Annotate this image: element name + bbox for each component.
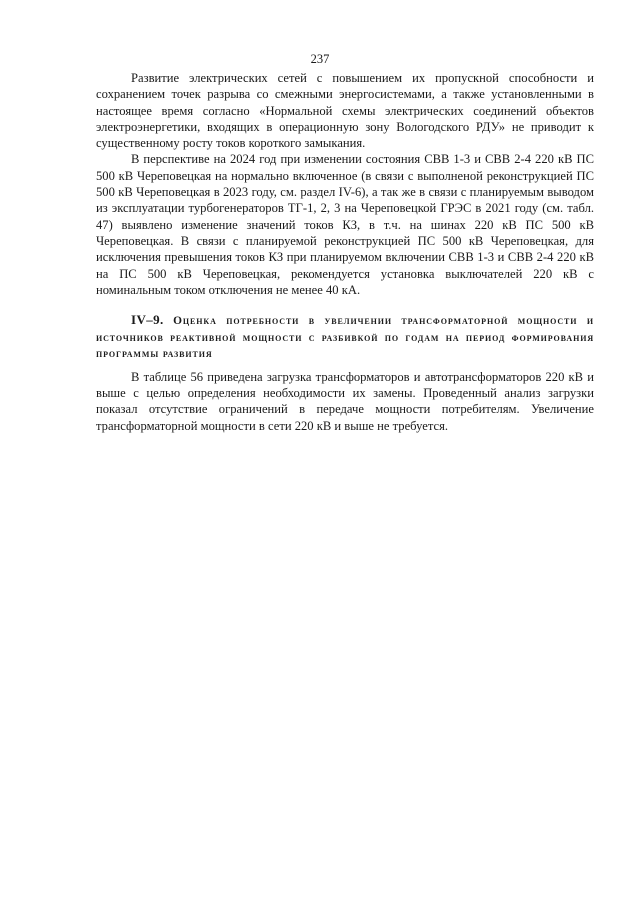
section-heading [96,312,594,363]
section-number: IV–9. [131,312,164,328]
section-title: Оценка потребности в увеличении трансформаторной мощности и источников реактивной мощности с разбивкой по годам на период формирования программы развития [96,315,594,361]
paragraph-2024-perspective: В перспективе на 2024 год при изменении состояния СВВ 1-3 и СВВ 2-4 220 кВ ПС 500 кВ Череповецкая на нормально включенное (в связи с выполненой реконструкцией ПС 500 кВ Череповецкая в 2023 году, см. раздел IV-6), а так же в связи с планируемым выводом из эксплуатации турбогенераторов ТГ-1, 2, 3 на Череповецкой ГРЭС в 2021 году (см. табл. 47) выявлено изменение значений токов КЗ, в т.ч. на шинах 220 кВ ПС 500 кВ Череповецкая. В связи с планируемой реконструкцией ПС 500 кВ Череповецкая, для исключения превышения токов КЗ при планируемом включении СВВ 1-3 и СВВ 2-4 220 кВ на ПС 500 кВ Череповецкая, рекомендуется установка выключателей 220 кВ с номинальным током отключения не менее 40 кА. [96,152,594,297]
page-content [96,70,594,434]
page-number: 237 [310,52,330,66]
paragraph-short-circuit-network: Развитие электрических сетей с повышением их пропускной способности и сохранением точек разрыва со смежными энергосистемами, а также установленными в настоящее время согласно «Нормальной схемы электрических соединений объектов электроэнергетики, входящих в операционную зону Вологодского РДУ» не приводит к существенному росту токов короткого замыкания. [96,71,594,151]
paragraph-transformer-load: В таблице 56 приведена загрузка трансформаторов и автотрансформаторов 220 кВ и выше с целью определения необходимости их замены. Проведенный анализ загрузки показал отсутствие ограничений в передаче мощности потребителям. Увеличение трансформаторной мощности в сети 220 кВ и выше не требуется. [96,369,594,433]
